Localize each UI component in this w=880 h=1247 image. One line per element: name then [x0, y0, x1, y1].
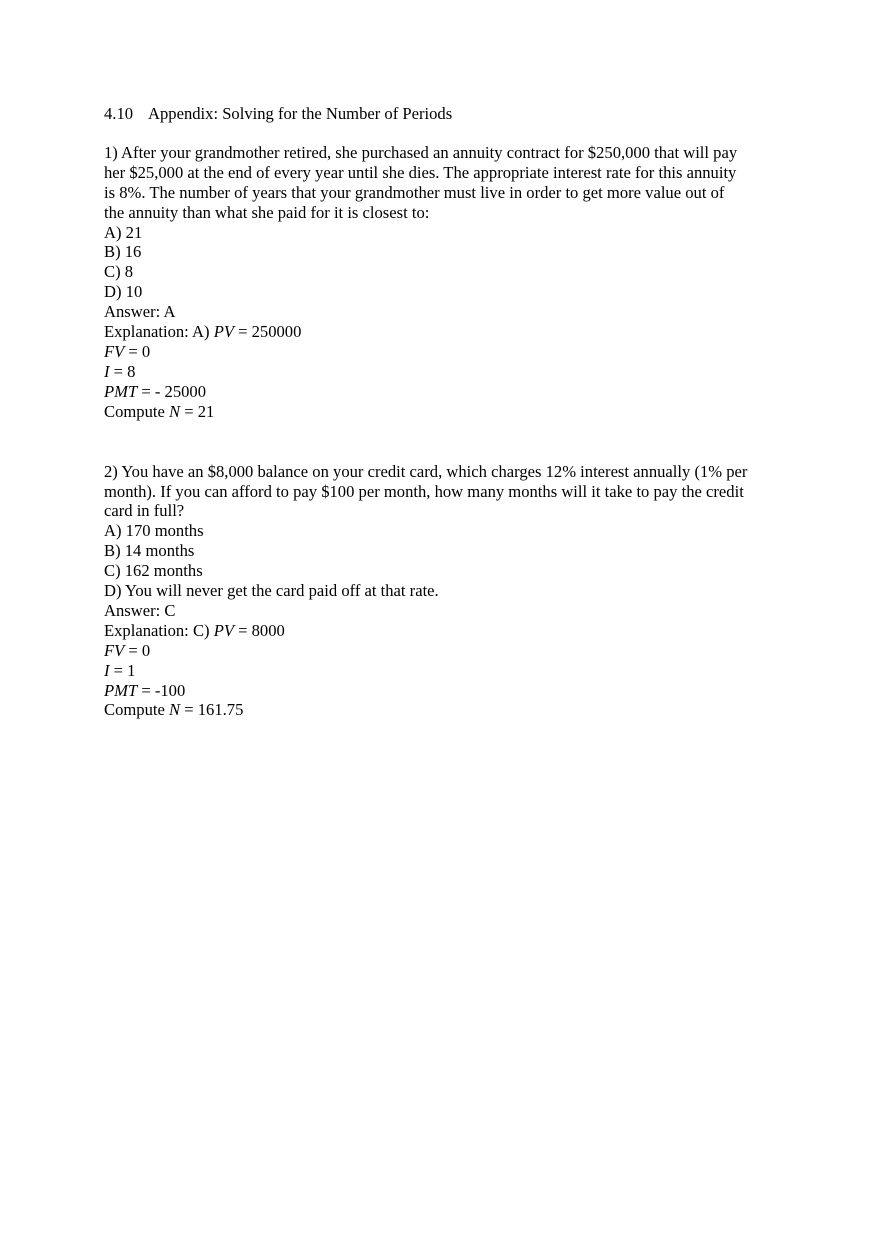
question-1: [104, 143, 784, 422]
pv-value: = 250000: [233, 322, 302, 342]
question-stem: [104, 143, 784, 223]
answer-line: Answer: C: [104, 600, 176, 620]
stem-line: her $25,000 at the end of every year until she dies. The appropriate interest rate for this annuity: [104, 162, 737, 182]
i-label: I: [104, 660, 110, 680]
fv-label: FV: [104, 640, 125, 660]
question-stem: [104, 462, 784, 522]
n-value: = 161.75: [180, 700, 244, 720]
explanation-line: [104, 621, 784, 641]
explanation-prefix: Explanation: A): [104, 322, 214, 342]
stem-line: 1) After your grandmother retired, she purchased an annuity contract for $250,000 that will pay: [104, 142, 738, 162]
pmt-value: = - 25000: [137, 381, 207, 401]
pv-label: PV: [213, 620, 234, 640]
answer-line: Answer: A: [104, 302, 176, 322]
stem-line: 2) You have an $8,000 balance on your credit card, which charges 12% interest annually (1% per: [104, 461, 748, 481]
pv-label: PV: [213, 322, 234, 342]
explanation-line: [104, 322, 784, 342]
compute-prefix: Compute: [104, 401, 169, 421]
pmt-label: PMT: [104, 680, 138, 700]
fv-value: = 0: [124, 341, 151, 361]
pmt-label: PMT: [104, 381, 138, 401]
fv-label: FV: [104, 341, 125, 361]
option-d: D) You will never get the card paid off at that rate.: [104, 581, 439, 601]
section-heading: [104, 104, 784, 124]
fv-line: [104, 641, 784, 661]
explanation-prefix: Explanation: C): [104, 620, 214, 640]
option-b: B) 14 months: [104, 541, 195, 561]
compute-prefix: Compute: [104, 700, 169, 720]
i-value: = 1: [109, 660, 136, 680]
stem-line: is 8%. The number of years that your grandmother must live in order to get more value out of: [104, 182, 725, 202]
stem-line: the annuity than what she paid for it is closest to:: [104, 202, 430, 222]
option-a: A) 170 months: [104, 521, 204, 541]
i-label: I: [104, 361, 110, 381]
i-line: [104, 362, 784, 382]
option-c: C) 162 months: [104, 561, 203, 581]
compute-line: [104, 700, 784, 720]
n-label: N: [169, 401, 181, 421]
section-title: Appendix: Solving for the Number of Periods: [148, 104, 453, 123]
n-label: N: [169, 700, 181, 720]
page-content: [104, 104, 784, 720]
option-d: D) 10: [104, 282, 143, 302]
pmt-line: [104, 382, 784, 402]
stem-line: card in full?: [104, 501, 185, 521]
stem-line: month). If you can afford to pay $100 per month, how many months will it take to pay the credit: [104, 481, 744, 501]
option-a: A) 21: [104, 222, 143, 242]
n-value: = 21: [180, 401, 215, 421]
pmt-value: = -100: [137, 680, 186, 700]
pv-value: = 8000: [233, 620, 285, 640]
fv-value: = 0: [124, 640, 151, 660]
option-b: B) 16: [104, 242, 142, 262]
i-value: = 8: [109, 361, 136, 381]
i-line: [104, 661, 784, 681]
option-c: C) 8: [104, 262, 134, 282]
compute-line: [104, 402, 784, 422]
question-2: [104, 462, 784, 721]
fv-line: [104, 342, 784, 362]
section-number: 4.10: [104, 104, 134, 123]
pmt-line: [104, 681, 784, 701]
